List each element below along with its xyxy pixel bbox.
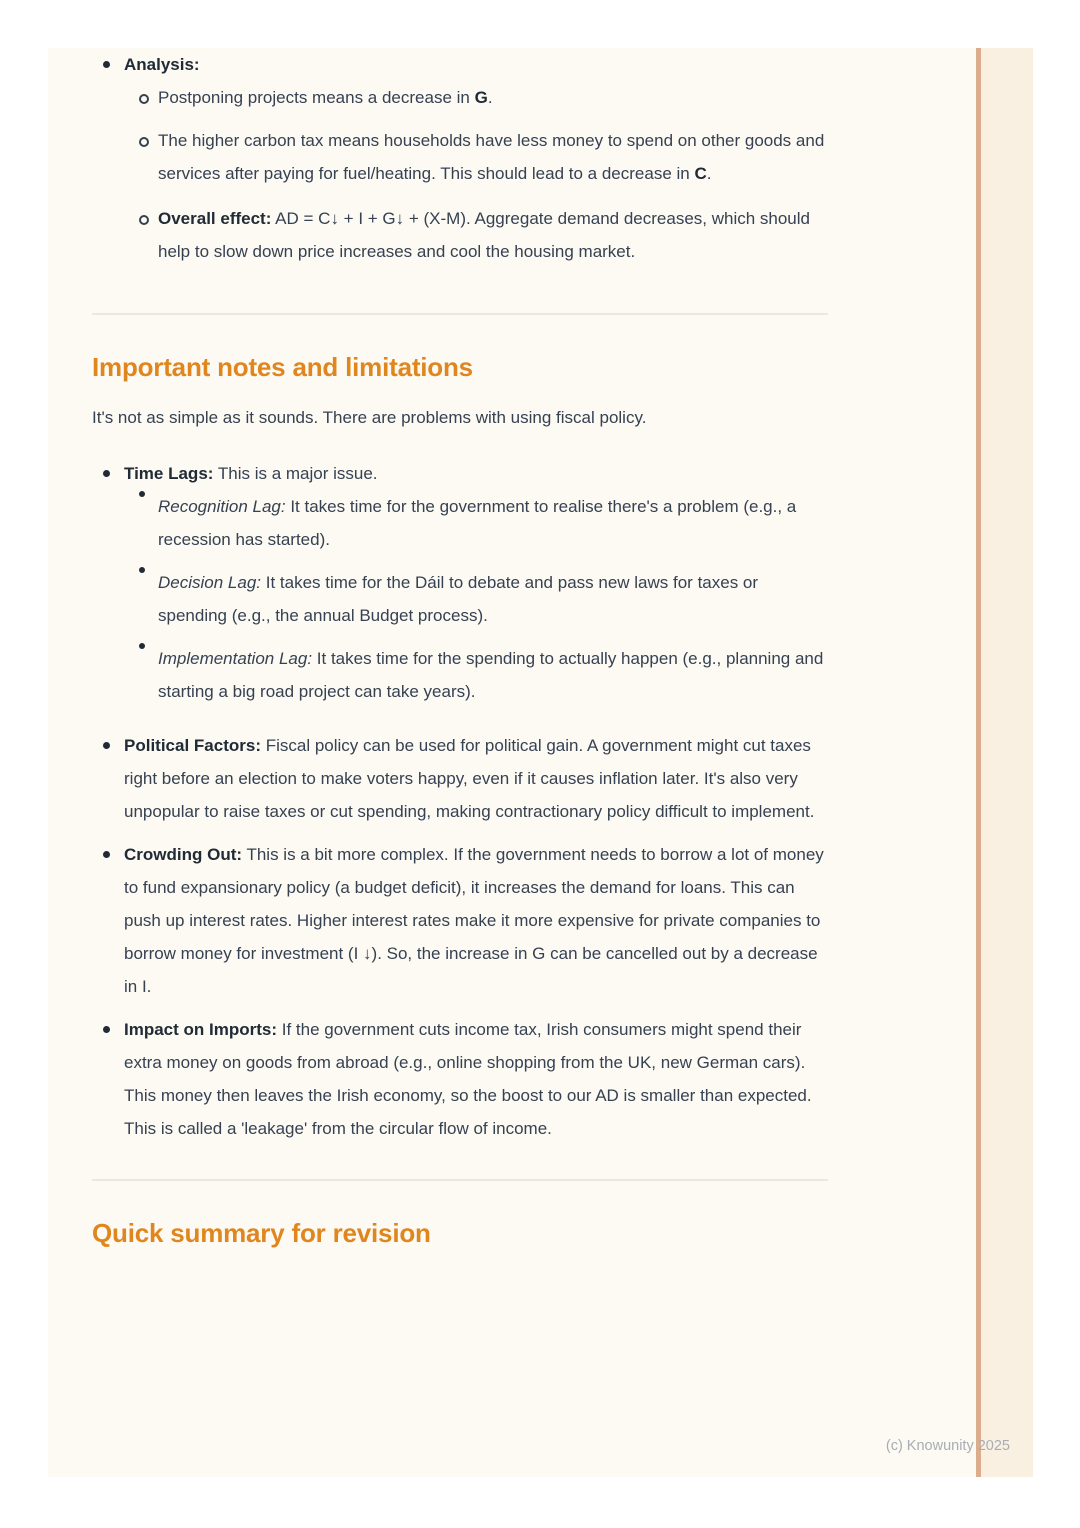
section-divider: [92, 1179, 828, 1181]
circle-bullet-icon: [125, 202, 158, 225]
implementation-lag-item: Implementation Lag: It takes time for the spending to actually happen (e.g., planning and starting a big road project can take years).: [158, 649, 824, 701]
recognition-lag-item: Recognition Lag: It takes time for the government to realise there's a problem (e.g., a recession has started).: [158, 497, 797, 549]
disc-bullet-icon: [92, 48, 124, 68]
list-item: [125, 202, 828, 268]
summary-section-heading: Quick summary for revision: [92, 1218, 431, 1248]
footer-copyright: (c) Knowunity 2025: [885, 1438, 1010, 1454]
list-item: [92, 457, 828, 719]
limitations-list: [92, 457, 828, 1145]
notes-section-heading: Important notes and limitations: [92, 352, 473, 382]
list-item: [125, 566, 828, 632]
analysis-item-1: Postponing projects means a decrease in G.: [158, 88, 493, 107]
section-divider: [92, 313, 828, 315]
disc-bullet-icon: [125, 642, 158, 649]
circle-bullet-icon: [125, 124, 158, 147]
list-item: [125, 81, 828, 114]
analysis-title: Analysis:: [124, 55, 200, 74]
time-lags-sublist: [124, 490, 828, 708]
disc-bullet-icon: [92, 729, 124, 749]
analysis-item-2: The higher carbon tax means households have less money to spend on other goods and services after paying for fuel/heating. This should lead to a decrease in C.: [158, 131, 825, 183]
right-accent-band: [976, 48, 1033, 1477]
decision-lag-item: Decision Lag: It takes time for the Dáil to debate and pass new laws for taxes or spending (e.g., the annual Budget process).: [158, 573, 759, 625]
disc-bullet-icon: [125, 566, 158, 573]
document-content: [92, 48, 828, 1251]
political-factors-item: Political Factors: Fiscal policy can be used for political gain. A government might cut taxes right before an election to make voters happy, even if it causes inflation later. It's also very unpopular to raise taxes or cut spending, making contractionary policy difficult to implement.: [124, 736, 815, 821]
crowding-out-item: Crowding Out: This is a bit more complex. If the government needs to borrow a lot of money to fund expansionary policy (a budget deficit), it increases the demand for loans. This can push up interest rates. Higher interest rates make it more expensive for private companies to borrow money for investment (I ↓). So, the increase in G can be cancelled out by a decrease in I.: [124, 845, 824, 996]
document-card: [48, 48, 1033, 1477]
analysis-list: [92, 48, 828, 279]
notes-intro-paragraph: It's not as simple as it sounds. There are problems with using fiscal policy.: [92, 408, 647, 427]
list-item: [92, 838, 828, 1003]
circle-bullet-icon: [125, 81, 158, 104]
list-item: [125, 124, 828, 190]
disc-bullet-icon: [125, 490, 158, 497]
list-item: [92, 1013, 828, 1145]
list-item: [92, 48, 828, 279]
disc-bullet-icon: [92, 457, 124, 477]
analysis-item-3: Overall effect: AD = C↓ + I + G↓ + (X-M). Aggregate demand decreases, which should help to slow down price increases and cool the housing market.: [158, 209, 810, 261]
list-item: [125, 642, 828, 708]
impact-imports-item: Impact on Imports: If the government cuts income tax, Irish consumers might spend their extra money on goods from abroad (e.g., online shopping from the UK, new German cars). This money then leaves the Irish economy, so the boost to our AD is smaller than expected. This is called a 'leakage' from the circular flow of income.: [124, 1020, 812, 1138]
disc-bullet-icon: [92, 838, 124, 858]
list-item: [92, 729, 828, 828]
list-item: [125, 490, 828, 556]
disc-bullet-icon: [92, 1013, 124, 1033]
analysis-sublist: [124, 81, 828, 268]
time-lags-item: Time Lags: This is a major issue. Recognition Lag: It takes time for the government to realise there's a problem (e.g., a recession has started). Decision Lag: It takes time for the Dáil to debate and pass new laws for taxes or spending (e.g., the annual Budget process). Implementation Lag: It takes time for the spending to actually happen (e.g., planning and starting a big road project can take years).: [124, 457, 828, 719]
